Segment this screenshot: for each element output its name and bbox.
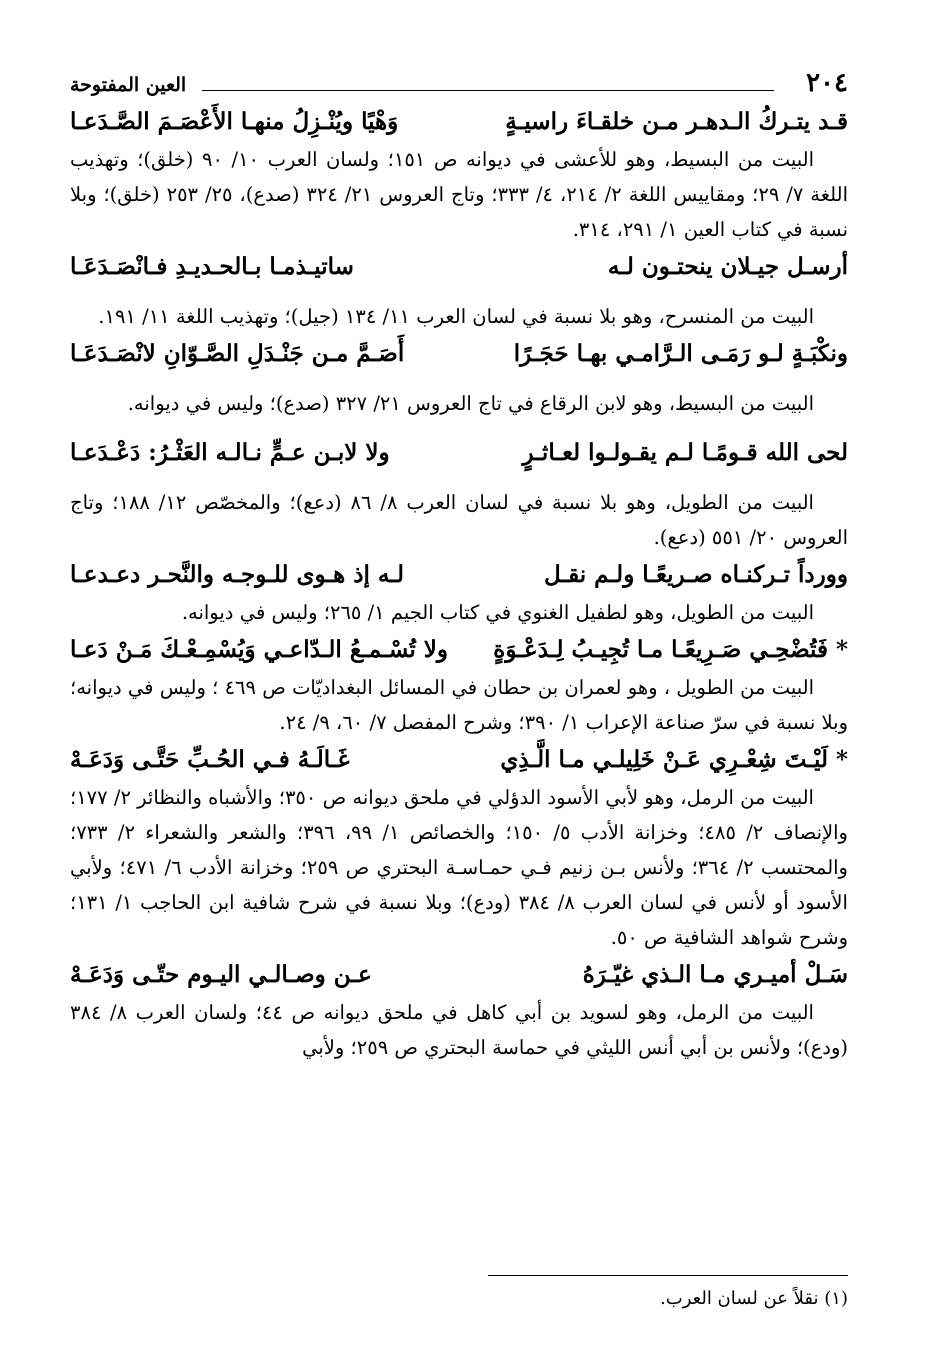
first-hemistich: * لَيْـتَ شِعْـرِي عَـنْ خَلِيلـي مـا الَّـذِي — [500, 746, 848, 773]
first-hemistich: أرسـل جيـلان ينحتـون لـه — [607, 253, 848, 280]
verse — [70, 555, 848, 595]
second-hemistich: لـه إذ هـوى للـوجـه والنَّحـر دعـدعـا — [70, 561, 404, 588]
verse — [70, 740, 848, 780]
page-header — [70, 68, 848, 102]
second-hemistich: ساتيـذمـا بـالحـديـدِ فـانْصَـدَعَـا — [70, 253, 354, 280]
first-hemistich: لحى الله قـومًـا لـم يقـولـوا لعـاثـرٍ — [522, 439, 848, 466]
second-hemistich: ولا لابـن عـمٍّ نـالـه العَثْـرُ: دَعْـدَعـا — [70, 439, 390, 466]
first-hemistich: سَـلْ أميـري مـا الـذي غيّـرَهُ — [582, 961, 848, 988]
page — [70, 68, 848, 1309]
running-title: العين المفتوحة — [70, 74, 187, 96]
verse-note: البيت من الطويل، وهو بلا نسبة في لسان العرب ٨/ ٨٦ (دعع)؛ والمخصّص ١٢/ ١٨٨؛ وتاج العروس ٢٠/ ٥٥١ (دعع). — [70, 491, 848, 549]
note-text: البيت من الرمل، وهو لسويد بن أبي كاهل في ملحق ديوانه ص ٤٤؛ ولسان العرب ٨/ ٣٨٤ (ودع)؛ ولأنس بن أبي أنس الليثي في حماسة البحتري ص ٢٥٩؛ ولأبي — [70, 1001, 848, 1059]
verse-note: البيت من المنسرح، وهو بلا نسبة في لسان العرب ١١/ ١٣٤ (جيل)؛ وتهذيب اللغة ١١/ ١٩١. — [98, 305, 814, 328]
page-number: ٢٠٤ — [806, 68, 848, 98]
verse — [70, 247, 848, 287]
verse — [70, 334, 848, 374]
second-hemistich: ولا تُسْـمـعُ الـدّاعـي وَيُسْمِـعْـكَ مَـنْ دَعـا — [70, 636, 448, 663]
second-hemistich: أَصَـمَّ مـن جَنْـدَلِ الصَّـوّانِ لانْصَـدَعَـا — [70, 340, 405, 367]
first-hemistich: قـد يتـركُ الـدهـر مـن خلقـاءَ راسيـةٍ — [505, 108, 848, 135]
verse-note: البيت من البسيط، وهو لابن الرقاع في تاج العروس ٢١/ ٣٢٧ (صدع)؛ وليس في ديوانه. — [127, 392, 814, 415]
verse-note: البيت من البسيط، وهو للأعشى في ديوانه ص ١٥١؛ ولسان العرب ١٠/ ٩٠ (خلق)؛ وتهذيب اللغة ٧/ ٢٩؛ ومقاييس اللغة ٢/ ٢١٤، ٤/ ٣٣٣؛ وتاج العروس ٢١/ ٣٢٤ (صدع)، ٢٥/ ٢٥٣ (خلق)؛ وبلا نسبة في كتاب العين ١/ ٢٩١، ٣١٤. — [70, 148, 848, 241]
verse — [70, 955, 848, 995]
second-hemistich: وَهْيًا ويُنْـزِلُ منهـا الأَعْصَـمَ الصَّـدَعـا — [70, 108, 399, 135]
first-hemistich: وورداً تـركنـاه صـريعًـا ولـم نقـل — [543, 561, 848, 588]
verse-note: البيت من الطويل، وهو لطفيل الغنوي في كتاب الجيم ١/ ٢٦٥؛ وليس في ديوانه. — [181, 601, 814, 624]
footnote: (١) نقلاً عن لسان العرب. — [660, 1288, 848, 1309]
first-hemistich: ونكْبَـةٍ لـو رَمَـى الـرَّامـي بهـا حَجَـرًا — [513, 340, 848, 367]
first-hemistich: * فَتُضْحِـي صَـرِيعًـا مـا تُجِيـبُ لِـدَعْـوَةٍ — [493, 636, 848, 663]
verse-note: البيت من الرمل، وهو لأبي الأسود الدؤلي في ملحق ديوانه ص ٣٥٠؛ والأشباه والنظائر ٢/ ١٧٧؛ والإنصاف ٢/ ٤٨٥؛ وخزانة الأدب ٥/ ١٥٠؛ والخصائص ١/ ٩٩، ٣٩٦؛ والشعر والشعراء ٢/ ٧٣٣؛ والمحتسب ٢/ ٣٦٤؛ ولأنس بـن زنيم فـي حمـاسـة البحتري ص ٢٥٩؛ وخزانة الأدب ٦/ ٤٧١؛ ولأبي الأسود أو لأنس في لسان العرب ٨/ ٣٨٤ (ودع)؛ وبلا نسبة في شرح شافية ابن الحاجب ١/ ١٣١؛ وشرح شواهد الشافية ص ٥٠. — [70, 786, 848, 949]
verse-note: البيت من الطويل ، وهو لعمران بن حطان في المسائل البغداديّات ص ٤٦٩ ؛ وليس في ديوانه؛ وبلا نسبة في سرّ صناعة الإعراب ١/ ٣٩٠؛ وشرح المفصل ٧/ ٦٠، ٩/ ٢٤. — [70, 676, 848, 734]
verse — [70, 102, 848, 142]
verse-note — [70, 995, 848, 1065]
verse — [70, 433, 848, 473]
footnote-rule — [488, 1275, 848, 1276]
second-hemistich: غَـالَـهُ فـي الحُـبِّ حَتَّـى وَدَعَـهْ — [70, 746, 350, 773]
verse — [70, 630, 848, 670]
header-rule — [202, 90, 774, 91]
second-hemistich: عـن وصـالـي اليـوم حتّـى وَدَعَـهْ — [70, 961, 372, 988]
